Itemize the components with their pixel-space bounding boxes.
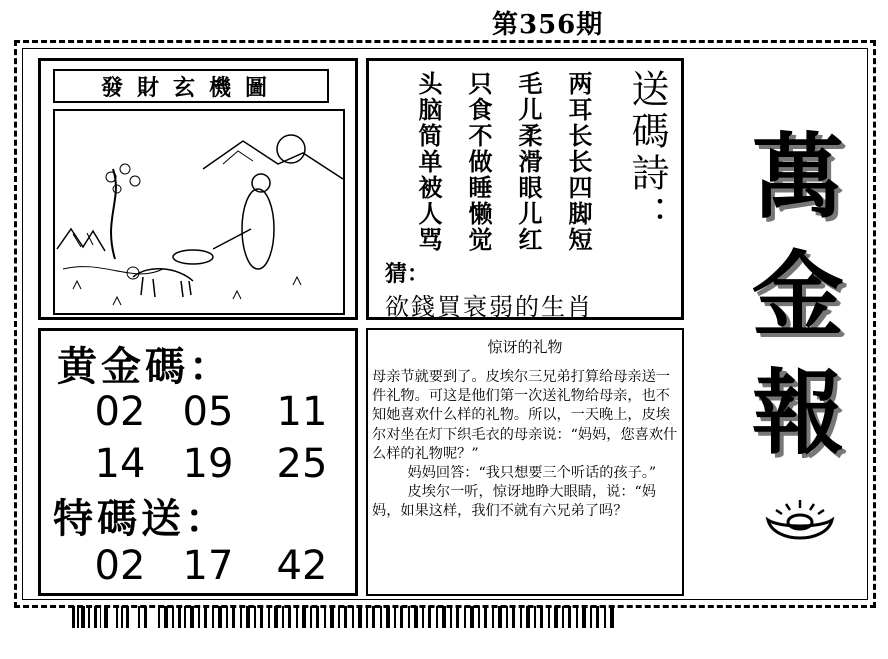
- poem-line-1: 两耳长长四脚短: [564, 71, 593, 253]
- special-number: 17: [182, 543, 234, 589]
- numbers-panel: [38, 328, 358, 596]
- story-paragraph: 皮埃尔一听，惊讶地睁大眼睛，说：“妈妈，如果这样，我们不就有六兄弟了吗？: [372, 484, 656, 520]
- gold-number: 02: [94, 389, 146, 435]
- art-panel: [38, 58, 358, 320]
- guess-text: 欲錢買衰弱的生肖: [385, 293, 593, 321]
- story-paragraph: 妈妈回答：“我只想要三个听话的孩子。”: [407, 465, 657, 482]
- guess-label: 猜：: [385, 261, 430, 287]
- brand-char: 報: [752, 359, 845, 467]
- issue-number: 第356期: [492, 10, 604, 40]
- brand-char: 金: [752, 241, 845, 349]
- landscape-illustration-icon: [53, 109, 345, 315]
- story-body: [372, 368, 678, 522]
- gold-number: 11: [276, 389, 328, 435]
- barcode-strip: [72, 606, 622, 628]
- special-label: 特碼送：: [53, 495, 229, 542]
- brand-char: 萬: [752, 123, 845, 231]
- gold-number: 05: [182, 389, 234, 435]
- story-title: 惊讶的礼物: [487, 338, 563, 356]
- gold-number: 25: [276, 441, 328, 487]
- poem-line-4: 头脑简单被人骂: [414, 71, 443, 253]
- story-panel: [366, 328, 684, 596]
- gold-number: 19: [182, 441, 234, 487]
- gold-label: 黄金碼：: [57, 343, 233, 390]
- special-number: 02: [94, 543, 146, 589]
- art-title: 發財玄機圖: [53, 69, 329, 103]
- poem-heading: 送碼詩：: [625, 69, 669, 237]
- brand-title: [752, 118, 844, 472]
- poem-line-2: 毛儿柔滑眼儿红: [514, 71, 543, 253]
- special-number: 42: [276, 543, 328, 589]
- poem-line-3: 只食不做睡懒觉: [464, 71, 493, 253]
- poem-panel: [366, 58, 684, 320]
- story-paragraph: 母亲节就要到了。皮埃尔三兄弟打算给母亲送一件礼物。可这是他们第一次送礼物给母亲，也不知她喜欢什么样的礼物。所以，一天晚上，皮埃尔对坐在灯下织毛衣的母亲说：“妈妈，您喜欢什么样的礼物呢？”: [372, 369, 678, 462]
- gold-ingot-icon: [760, 498, 840, 548]
- gold-number: 14: [94, 441, 146, 487]
